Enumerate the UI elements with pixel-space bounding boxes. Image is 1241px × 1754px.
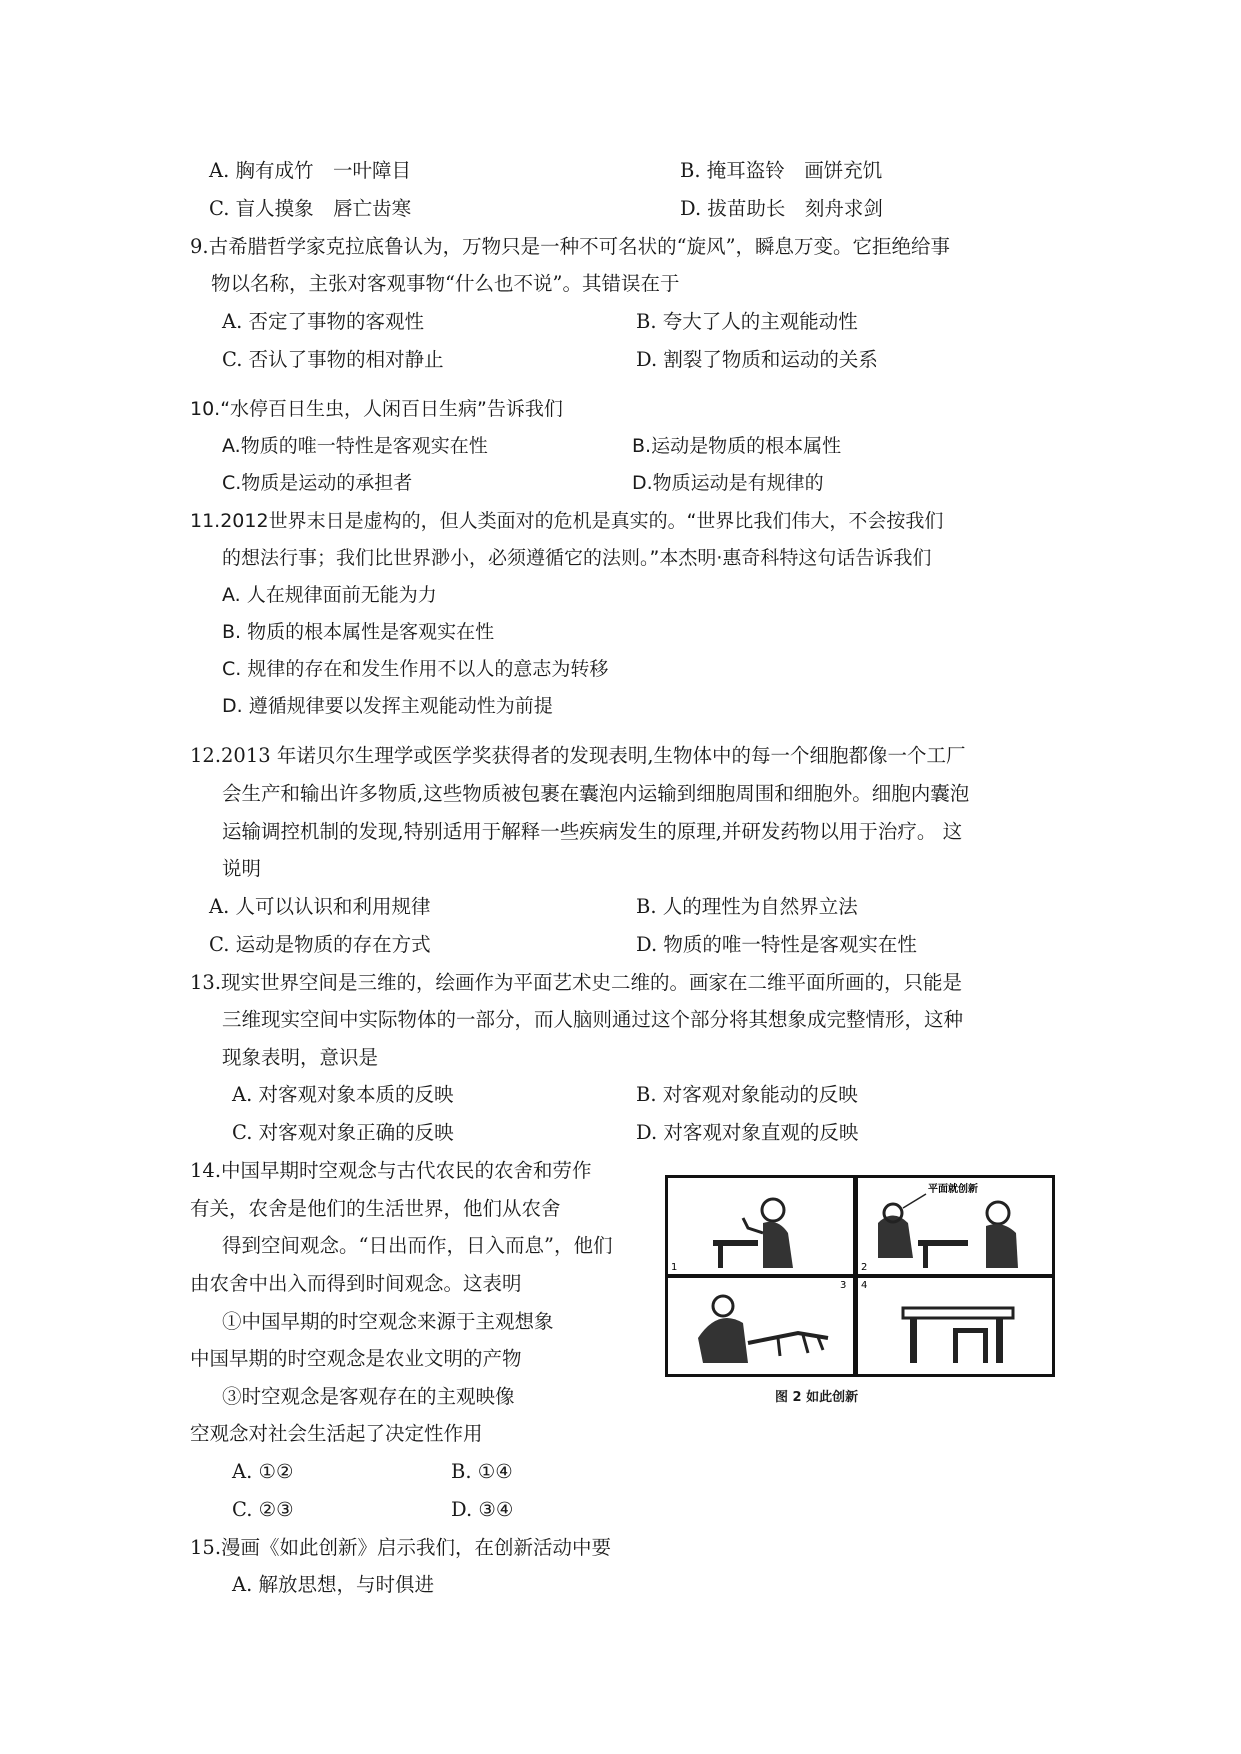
q14-stem-line-2: 有关，农舍是他们的生活世界，他们从农舍	[190, 1197, 561, 1220]
q10-stem: 10.“水停百日生虫，人闲百日生病”告诉我们	[190, 398, 563, 420]
q10-option-d: D.物质运动是有规律的	[632, 472, 824, 494]
q9-option-b: B. 夸大了人的主观能动性	[636, 310, 858, 333]
q11-stem-line-1: 11.2012世界末日是虚构的，但人类面对的危机是真实的。“世界比我们伟大，不会按我们	[190, 510, 944, 532]
q13-stem-line-3: 现象表明，意识是	[222, 1046, 379, 1069]
q12-stem-line-3: 运输调控机制的发现,特别适用于解释一些疾病发生的原理,并研发药物以用于治疗。 这	[222, 820, 963, 843]
q14-stem-line-1: 14.中国早期时空观念与古代农民的农舍和劳作	[190, 1159, 592, 1182]
panel-number-1: 1	[671, 1262, 678, 1273]
q11-option-a: A. 人在规律面前无能为力	[222, 584, 437, 606]
q11-stem-line-2: 的想法行事；我们比世界渺小，必须遵循它的法则。”本杰明·惠奇科特这句话告诉我们	[222, 547, 932, 569]
q14-statement-4: 空观念对社会生活起了决定性作用	[190, 1422, 483, 1445]
q13-option-d: D. 对客观对象直观的反映	[636, 1121, 859, 1144]
q12-stem-line-4: 说明	[222, 857, 262, 880]
comic-panel-1	[665, 1175, 856, 1277]
q14-stem-line-4: 由农舍中出入而得到时间观念。这表明	[190, 1272, 522, 1295]
q14-option-a: A. ①②	[232, 1460, 294, 1483]
comic-panel-4-drawing	[858, 1278, 1052, 1374]
figure-caption: 图 2 如此创新	[775, 1390, 859, 1405]
q12-stem-line-2: 会生产和输出许多物质,这些物质被包裹在囊泡内运输到细胞周围和细胞外。细胞内囊泡	[222, 782, 970, 805]
q14-option-b: B. ①④	[451, 1460, 513, 1483]
comic-panel-3	[665, 1275, 856, 1377]
q14-statement-1: ①中国早期的时空观念来源于主观想象	[222, 1310, 554, 1333]
q9-stem-line-2: 物以名称，主张对客观事物“什么也不说”。其错误在于	[211, 272, 680, 295]
q8-option-a: A. 胸有成竹 一叶障目	[209, 159, 411, 182]
q13-option-c: C. 对客观对象正确的反映	[232, 1121, 454, 1144]
q14-option-c: C. ②③	[232, 1498, 294, 1521]
q11-option-d: D. 遵循规律要以发挥主观能动性为前提	[222, 695, 553, 717]
q11-option-c: C. 规律的存在和发生作用不以人的意志为转移	[222, 658, 609, 680]
q12-option-c: C. 运动是物质的存在方式	[209, 933, 431, 956]
panel-number-4: 4	[861, 1280, 868, 1291]
q14-option-d: D. ③④	[451, 1498, 514, 1521]
panel-number-3: 3	[840, 1280, 847, 1291]
q10-option-c: C.物质是运动的承担者	[222, 472, 413, 494]
q15-stem: 15.漫画《如此创新》启示我们，在创新活动中要	[190, 1536, 612, 1559]
panel-number-2: 2	[861, 1262, 868, 1273]
q8-option-c: C. 盲人摸象 唇亡齿寒	[209, 197, 412, 220]
q9-option-d: D. 割裂了物质和运动的关系	[636, 348, 878, 371]
comic-panel-2	[855, 1175, 1055, 1277]
comic-panel-3-drawing	[668, 1278, 853, 1374]
q14-statement-2: 中国早期的时空观念是农业文明的产物	[190, 1347, 522, 1370]
q10-option-a: A.物质的唯一特性是客观实在性	[222, 435, 488, 457]
q13-stem-line-1: 13.现实世界空间是三维的，绘画作为平面艺术史二维的。画家在二维平面所画的，只能是	[190, 971, 963, 994]
q9-stem-line-1: 9.古希腊哲学家克拉底鲁认为，万物只是一种不可名状的“旋风”，瞬息万变。它拒绝给事	[190, 235, 951, 258]
comic-figure	[665, 1175, 1055, 1410]
q9-option-c: C. 否认了事物的相对静止	[222, 348, 444, 371]
comic-panel-2-drawing	[858, 1178, 1052, 1274]
q9-option-a: A. 否定了事物的客观性	[222, 310, 424, 333]
q12-option-b: B. 人的理性为自然界立法	[636, 895, 858, 918]
q14-statement-3: ③时空观念是客观存在的主观映像	[222, 1385, 515, 1408]
q8-option-b: B. 掩耳盗铃 画饼充饥	[680, 159, 883, 182]
q14-stem-line-3: 得到空间观念。“日出而作，日入而息”，他们	[222, 1234, 613, 1257]
q10-option-b: B.运动是物质的根本属性	[632, 435, 842, 457]
q12-option-d: D. 物质的唯一特性是客观实在性	[636, 933, 917, 956]
q13-option-a: A. 对客观对象本质的反映	[232, 1083, 454, 1106]
q11-option-b: B. 物质的根本属性是客观实在性	[222, 621, 495, 643]
comic-panel-4	[855, 1275, 1055, 1377]
q15-option-a: A. 解放思想，与时俱进	[232, 1573, 434, 1596]
speech-label: 平面就创新	[928, 1184, 978, 1195]
q12-option-a: A. 人可以认识和利用规律	[209, 895, 431, 918]
q13-option-b: B. 对客观对象能动的反映	[636, 1083, 858, 1106]
q12-stem-line-1: 12.2013 年诺贝尔生理学或医学奖获得者的发现表明,生物体中的每一个细胞都像一个工厂	[190, 744, 966, 767]
comic-panel-1-drawing	[668, 1178, 853, 1274]
q13-stem-line-2: 三维现实空间中实际物体的一部分，而人脑则通过这个部分将其想象成完整情形，这种	[222, 1008, 964, 1031]
q8-option-d: D. 拔苗助长 刻舟求剑	[680, 197, 883, 220]
